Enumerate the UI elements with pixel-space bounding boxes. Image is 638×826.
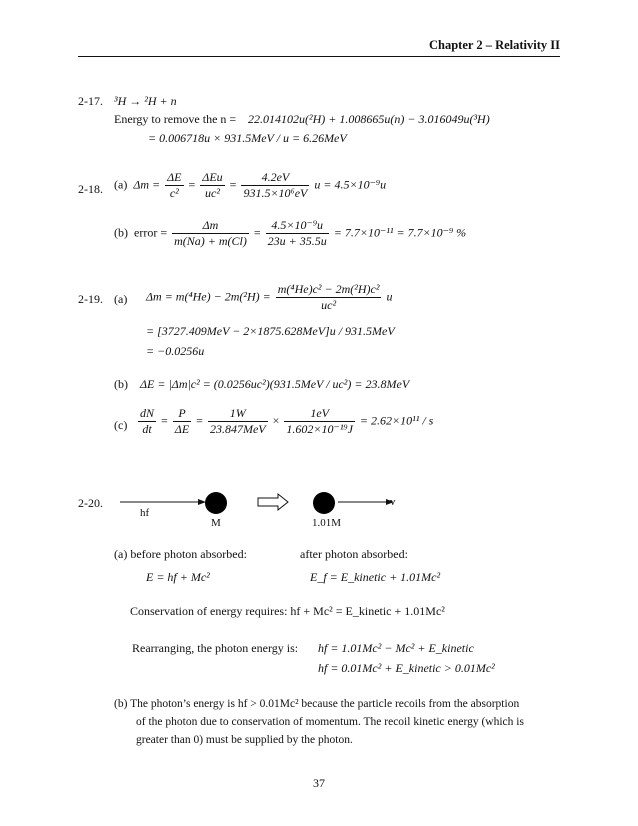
eq-2-19b: ΔE = |Δm|c² = (0.0256uc²)(931.5MeV / uc²) = 23.8MeV — [140, 377, 410, 391]
rearranging-label: Rearranging, the photon energy is: — [132, 641, 299, 655]
fraction-dN-dt: $\frac{dN}{dt}$ — [140, 406, 155, 436]
part-a-label-2-19: (a) — [114, 292, 128, 306]
eq-2-18a: (a) Δm = $\frac{\Delta E}{\text{c²}}$ = $\frac{\text{ΔEu}}{\text{uc²}}$ = $\frac{4.2eV}{\text{931.5×10⁶eV}}$ u = 4.5×10⁻⁹u — [114, 170, 387, 200]
delta-m-lhs: Δm = — [133, 177, 161, 192]
chapter-header: Chapter 2 – Relativity II — [428, 38, 560, 52]
result-2-18b: = 7.7×10⁻¹¹ = 7.7×10⁻⁹ % — [333, 225, 467, 240]
mass-after-label: 1.01M — [312, 517, 342, 529]
rearrange-eq-1: hf = 1.01Mc² − Mc² + E_kinetic — [318, 641, 474, 655]
problem-number-2-20: 2-20. — [78, 496, 103, 510]
eq-2-19a-line3: = −0.0256u — [146, 344, 205, 358]
eq-2-19a-line2: = [3727.409MeV − 2×1875.628MeV]u / 931.5MeV — [146, 324, 395, 338]
eq-after: E_f = E_kinetic + 1.01Mc² — [310, 570, 441, 584]
header-rule — [78, 56, 560, 57]
part-b-line-3: greater than 0) must be supplied by the photon. — [136, 734, 353, 746]
eq-2-19c: $\frac{dN}{dt}$ = $\frac{P}{\Delta E}$ = $\frac{1W}{\text{23.847MeV}}$ × $\frac{1eV}{\text{1.602×10⁻¹⁹J}}$ = 2.62×10¹¹ / s — [140, 406, 434, 436]
fraction-1W: $\frac{1W}{\text{23.847MeV}}$ — [209, 406, 266, 436]
particle-before — [205, 492, 227, 514]
eq-2-19a-line1: Δm = m(⁴He) − 2m(²H) = $\frac{\text{m(⁴He)c² − 2m(²H)c²}}{\text{uc²}}$ u — [146, 282, 393, 312]
error-lhs: error = — [134, 225, 168, 240]
part-b-line-2: of the photon due to conservation of momentum. The recoil kinetic energy (which is — [136, 716, 524, 728]
problem-number-2-17: 2-17. — [78, 94, 103, 108]
energy-result: = 0.006718u × 931.5MeV / u = 6.26MeV — [148, 131, 347, 145]
part-b-line-1: (b) The photon’s energy is hf > 0.01Mc² because the particle recoils from the absorption — [114, 698, 520, 710]
photon-label: hf — [140, 507, 150, 519]
part-a-label: (a) — [114, 177, 128, 192]
process-arrow — [258, 494, 288, 510]
fraction-dE-c2: $\frac{\Delta E}{\text{c²}}$ — [167, 170, 182, 200]
part-b-label-2-19: (b) — [114, 377, 128, 391]
fraction-numeric-error: $\frac{\text{4.5×10⁻⁹u}}{23u + 35.5u}$ — [267, 218, 327, 248]
problem-number-2-19: 2-19. — [78, 292, 103, 306]
after-absorbed-label: after photon absorbed: — [300, 547, 408, 561]
result-2-19c: = 2.62×10¹¹ / s — [359, 413, 434, 428]
part-b-label: (b) — [114, 225, 128, 240]
velocity-label: v — [390, 496, 396, 508]
energy-label: Energy to remove the n = — [114, 112, 237, 126]
velocity-arrow — [336, 494, 396, 508]
reaction-equation: ³H → ²H + n — [114, 94, 177, 108]
conservation-line: Conservation of energy requires: hf + Mc² = E_kinetic + 1.01Mc² — [130, 604, 445, 618]
fraction-energy-ratio: $\frac{4.2eV}{\text{931.5×10⁶eV}}$ — [243, 170, 308, 200]
eq-2-18b: (b) error = $\frac{\Delta m}{m(Na) + m(Cl)}$ = $\frac{\text{4.5×10⁻⁹u}}{23u + 35.5u}$ = 7.7×10⁻¹¹ = 7.7×10⁻⁹ % — [114, 218, 467, 248]
problem-number-2-18: 2-18. — [78, 182, 103, 196]
mass-label: M — [211, 517, 221, 529]
fraction-P-dE: $\frac{P}{\Delta E}$ — [174, 406, 190, 436]
part-c-label-2-19: (c) — [114, 418, 128, 432]
fraction-dEu-uc2: $\frac{\text{ΔEu}}{\text{uc²}}$ — [202, 170, 223, 200]
energy-expression: 22.014102u(²H) + 1.008665u(n) − 3.016049u(³H) — [248, 112, 490, 126]
fraction-mass-defect: $\frac{\text{m(⁴He)c² − 2m(²H)c²}}{\text{uc²}}$ — [277, 282, 380, 312]
particle-after — [313, 492, 335, 514]
fraction-1eV: $\frac{1eV}{\text{1.602×10⁻¹⁹J}}$ — [286, 406, 353, 436]
fraction-dm-mass-sum: $\frac{\Delta m}{m(Na) + m(Cl)}$ — [174, 218, 247, 248]
before-absorbed-label: (a) before photon absorbed: — [114, 547, 247, 561]
result-2-18a: u = 4.5×10⁻⁹u — [314, 177, 387, 192]
page-number: 37 — [313, 776, 325, 790]
eq-before: E = hf + Mc² — [146, 570, 210, 584]
rearrange-eq-2: hf = 0.01Mc² + E_kinetic > 0.01Mc² — [318, 661, 495, 675]
